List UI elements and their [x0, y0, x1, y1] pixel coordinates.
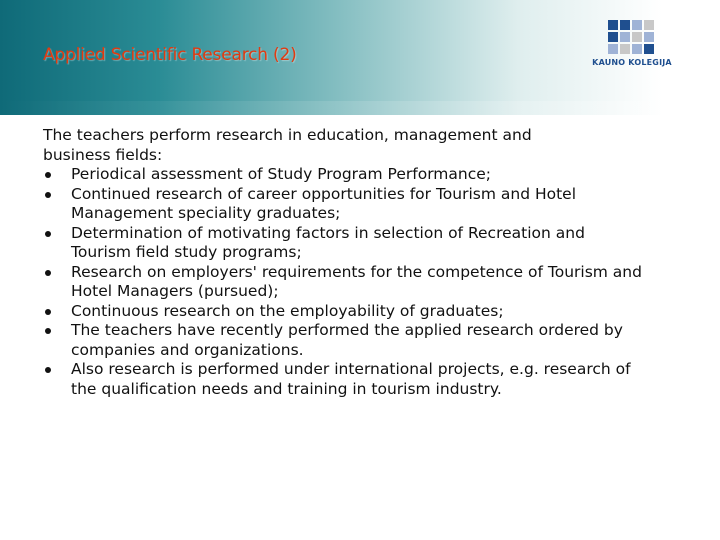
bullet-line: Periodical assessment of Study Program Performance; — [71, 165, 492, 183]
bullet-line: The teachers have recently performed the applied research ordered by — [71, 321, 623, 339]
logo-square — [632, 20, 642, 30]
logo-square — [620, 20, 630, 30]
bullet-line: Research on employers' requirements for the competence of Tourism and — [71, 262, 642, 281]
slide-title: Applied Scientific Research (2) — [43, 45, 297, 65]
bullet-icon — [45, 328, 51, 334]
logo-grid-icon — [608, 20, 656, 56]
bullet-item — [43, 224, 683, 263]
bullet-icon — [45, 367, 51, 373]
bullet-line: Determination of motivating factors in selection of Recreation and — [71, 223, 585, 242]
kauno-kolegija-logo — [590, 20, 674, 72]
bullet-icon — [45, 270, 51, 276]
logo-square — [608, 44, 618, 54]
bullet-line: Continuous research on the employability of graduates; — [71, 301, 504, 320]
intro-paragraph — [43, 126, 683, 165]
logo-square — [620, 44, 630, 54]
bullet-line: Also research is performed under international projects, e.g. research of — [71, 360, 631, 378]
bullet-item — [43, 321, 683, 360]
bullet-item — [43, 360, 683, 399]
logo-square — [644, 20, 654, 30]
bullet-icon — [45, 231, 51, 237]
logo-square — [632, 44, 642, 54]
bullet-line: Continued research of career opportunities for Tourism and Hotel — [71, 184, 577, 203]
bullet-list — [43, 165, 683, 399]
logo-text: KAUNO KOLEGIJA — [592, 58, 672, 67]
logo-square — [620, 32, 630, 42]
logo-square — [632, 32, 642, 42]
logo-square — [644, 44, 654, 54]
logo-square — [608, 32, 618, 42]
bullet-line: Management speciality graduates; — [71, 204, 341, 222]
bullet-icon — [45, 309, 51, 315]
bullet-icon — [45, 172, 51, 178]
intro-line: business fields: — [43, 145, 163, 164]
bullet-item — [43, 302, 683, 322]
intro-line: The teachers perform research in education, management and — [43, 126, 532, 144]
logo-square — [608, 20, 618, 30]
bullet-line: the qualification needs and training in tourism industry. — [71, 379, 502, 398]
bullet-line: companies and organizations. — [71, 340, 304, 359]
bullet-item — [43, 263, 683, 302]
logo-square — [644, 32, 654, 42]
bullet-line: Hotel Managers (pursued); — [71, 282, 279, 300]
bullet-item — [43, 165, 683, 185]
bullet-icon — [45, 192, 51, 198]
slide-content — [43, 126, 683, 399]
bullet-item — [43, 185, 683, 224]
bullet-line: Tourism field study programs; — [71, 243, 302, 261]
